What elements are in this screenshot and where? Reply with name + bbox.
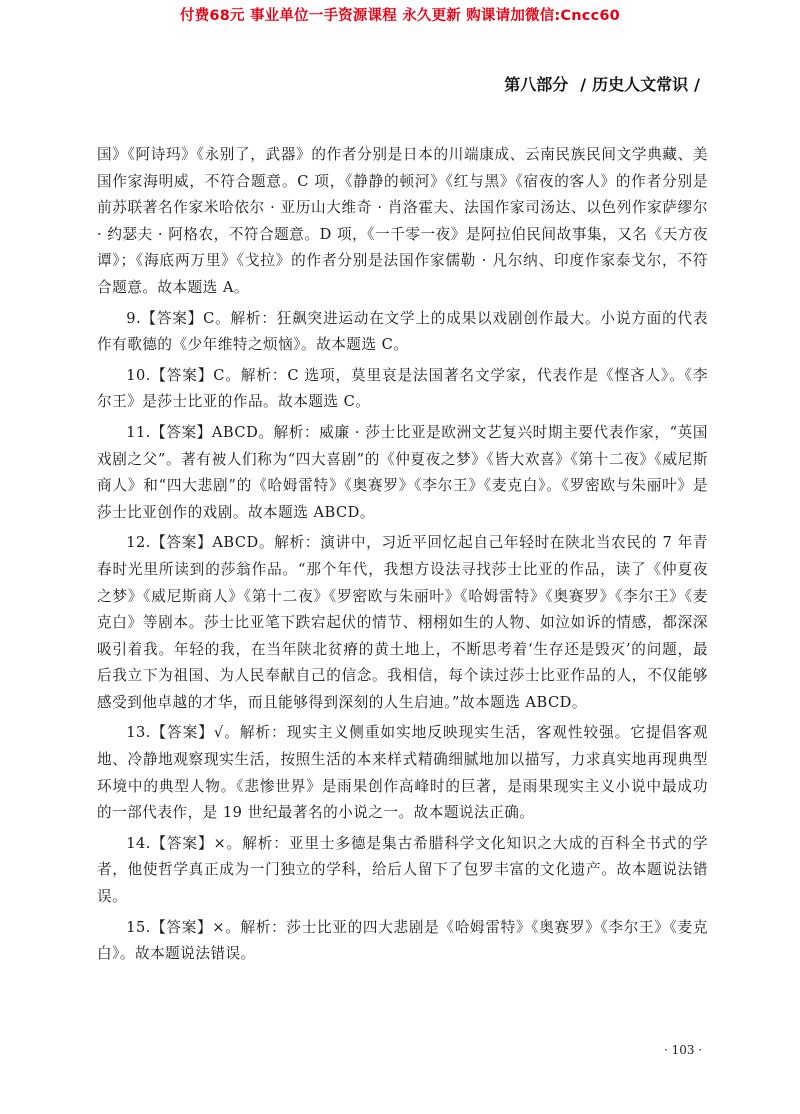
- answer-15: 15.【答案】×。解析：莎士比亚的四大悲剧是《哈姆雷特》《奥赛罗》《李尔王》《麦克白》。故本题说法错误。: [97, 918, 708, 963]
- answer-13: 13.【答案】√。解析：现实主义侧重如实地反映现实生活，客观性较强。它提倡客观地、冷静地观察现实生活，按照生活的本来样式精确细腻地加以描写，力求真实地再现典型环境中的典型人物。《悲惨世界》是雨果创作高峰时的巨著，是雨果现实主义小说中最成功的一部代表作，是 19 世纪最著名的小说之一。故本题说法正确。: [97, 724, 708, 822]
- answer-11: 11.【答案】ABCD。解析：威廉 · 莎士比亚是欧洲文艺复兴时期主要代表作家，“英国戏剧之父”。著有被人们称为“四大喜剧”的《仲夏夜之梦》《皆大欢喜》《第十二夜》《威尼斯商人》和“四大悲剧”的《哈姆雷特》《奥赛罗》《李尔王》《麦克白》。《罗密欧与朱丽叶》是莎士比亚创作的戏剧。故本题选 ABCD。: [97, 423, 708, 521]
- paragraph-continuation: 国》《阿诗玛》《永别了，武器》的作者分别是日本的川端康成、云南民族民间文学典藏、美国作家海明威，不符合题意。C 项，《静静的顿河》《红与黑》《宿夜的客人》的作者分别是前苏联著名作家米哈依尔 · 亚历山大维奇 · 肖洛霍夫、法国作家司汤达、以色列作家萨缪尔 · 约瑟夫 · 阿格农，不符合题意。D 项，《一千零一夜》是阿拉伯民间故事集，又名《天方夜谭》；《海底两万里》《戈拉》的作者分别是法国作家儒勒 · 凡尔纳、印度作家泰戈尔，不符合题意。故本题选 A。: [97, 146, 708, 296]
- page-number: · 103 ·: [664, 1043, 703, 1057]
- running-header: [504, 72, 700, 95]
- answer-body: [97, 142, 708, 972]
- answer-10: 10.【答案】C。解析：C 选项，莫里哀是法国著名文学家，代表作是《悭吝人》。《李尔王》是莎士比亚的作品。故本题选 C。: [97, 366, 708, 411]
- answer-14: 14.【答案】×。解析：亚里士多德是集古希腊科学文化知识之大成的百科全书式的学者，他使哲学真正成为一门独立的学科，给后人留下了包罗丰富的文化遗产。故本题说法错误。: [97, 834, 708, 906]
- answer-12: 12.【答案】ABCD。解析：演讲中，习近平回忆起自己年轻时在陕北当农民的 7 年青春时光里所读到的莎翁作品。“那个年代，我想方设法寻找莎士比亚的作品，读了《仲夏夜之梦》《威尼斯商人》《第十二夜》《罗密欧与朱丽叶》《哈姆雷特》《奥赛罗》《李尔王》《麦克白》等剧本。莎士比亚笔下跌宕起伏的情节、栩栩如生的人物、如泣如诉的情感，都深深吸引着我。年轻的我，在当年陕北贫瘠的黄土地上，不断思考着‘生存还是毁灭’的问题，最后我立下为祖国、为人民奉献自己的信念。我相信，每个读过莎士比亚作品的人，不仅能够感受到他卓越的才华，而且能够得到深刻的人生启迪。”故本题选 ABCD。: [97, 534, 708, 711]
- watermark-banner: 付费68元 事业单位一手资源课程 永久更新 购课请加微信:Cncc60: [180, 8, 620, 24]
- header-slash-end: /: [694, 75, 700, 94]
- header-slash: /: [580, 75, 587, 94]
- header-part: 第八部分: [504, 75, 569, 94]
- header-section: 历史人文常识: [592, 75, 689, 94]
- answer-9: 9.【答案】C。解析：狂飙突进运动在文学上的成果以戏剧创作最大。小说方面的代表作有歌德的《少年维特之烦恼》。故本题选 C。: [97, 309, 708, 354]
